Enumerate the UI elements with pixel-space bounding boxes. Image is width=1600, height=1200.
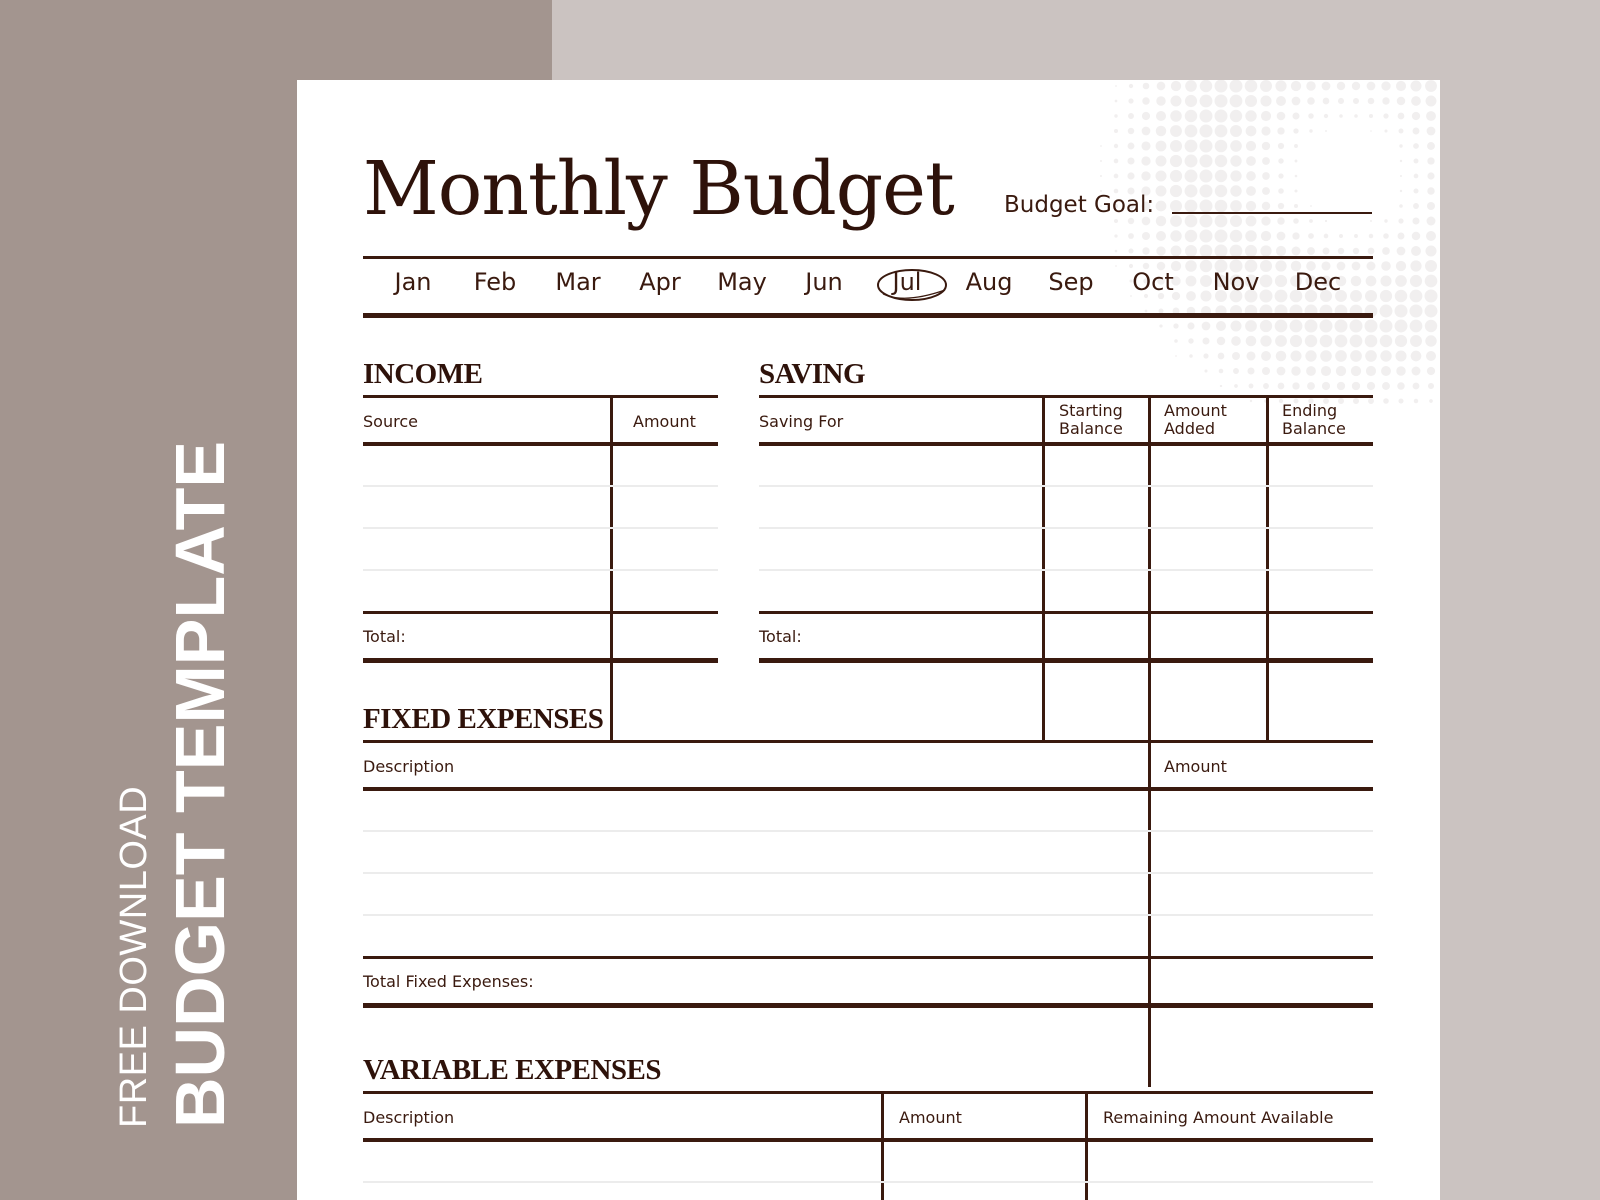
month-nov[interactable]: Nov xyxy=(1212,268,1260,296)
variable-col-description: Description xyxy=(363,1108,455,1127)
month-jun[interactable]: Jun xyxy=(805,268,843,296)
fixed-col-amount: Amount xyxy=(1164,757,1227,776)
fixed-row-line xyxy=(363,872,1373,874)
variable-col-amount: Amount xyxy=(899,1108,962,1127)
saving-header-rule xyxy=(759,442,1373,446)
promo-free-download: FREE DOWNLOAD xyxy=(113,785,155,1128)
promo-budget-template: BUDGET TEMPLATE xyxy=(161,440,239,1128)
budget-goal-label: Budget Goal: xyxy=(1004,192,1155,218)
variable-col-remaining: Remaining Amount Available xyxy=(1103,1108,1334,1127)
saving-total-rule xyxy=(759,611,1373,614)
income-total-label: Total: xyxy=(363,627,406,646)
income-bottom-rule xyxy=(363,658,718,663)
income-top-rule xyxy=(363,395,718,398)
saving-row-line xyxy=(759,485,1373,487)
income-row-line xyxy=(363,485,718,487)
variable-col-divider xyxy=(881,1092,884,1200)
variable-col-divider xyxy=(1085,1092,1088,1200)
budget-sheet xyxy=(297,80,1440,1200)
income-row-line xyxy=(363,527,718,529)
saving-title: SAVING xyxy=(759,358,866,390)
income-total-rule xyxy=(363,611,718,614)
budget-goal-field[interactable] xyxy=(1172,212,1372,214)
saving-bottom-rule xyxy=(759,658,1373,663)
month-list xyxy=(363,268,1373,308)
saving-col-saving-for: Saving For xyxy=(759,412,844,431)
fixed-bottom-rule xyxy=(363,1003,1373,1008)
variable-row-line xyxy=(363,1181,1373,1183)
month-feb[interactable]: Feb xyxy=(473,268,517,296)
income-col-source: Source xyxy=(363,412,418,431)
month-jul[interactable]: Jul xyxy=(892,268,922,296)
saving-col-ending-balance: Ending Balance xyxy=(1282,401,1346,438)
income-row-line xyxy=(363,569,718,571)
month-sep[interactable]: Sep xyxy=(1048,268,1094,296)
selected-month-circle-icon xyxy=(875,266,951,304)
saving-total-label: Total: xyxy=(759,627,802,646)
halftone-decoration xyxy=(1020,80,1440,410)
fixed-total-label: Total Fixed Expenses: xyxy=(363,972,534,991)
month-mar[interactable]: Mar xyxy=(555,268,601,296)
fixed-total-rule xyxy=(363,956,1373,959)
fixed-row-line xyxy=(363,830,1373,832)
saving-row-line xyxy=(759,569,1373,571)
month-apr[interactable]: Apr xyxy=(639,268,681,296)
month-jan[interactable]: Jan xyxy=(394,268,432,296)
month-dec[interactable]: Dec xyxy=(1294,268,1342,296)
fixed-row-line xyxy=(363,914,1373,916)
income-title: INCOME xyxy=(363,358,483,390)
variable-expenses-title: VARIABLE EXPENSES xyxy=(363,1054,661,1086)
month-oct[interactable]: Oct xyxy=(1132,268,1174,296)
fixed-top-rule xyxy=(363,740,1373,743)
saving-col-amount-added: Amount Added xyxy=(1164,401,1227,438)
fixed-expenses-title: FIXED EXPENSES xyxy=(363,703,604,735)
saving-top-rule xyxy=(759,395,1373,398)
page-title: Monthly Budget xyxy=(363,146,954,232)
variable-header-rule xyxy=(363,1138,1373,1142)
saving-row-line xyxy=(759,527,1373,529)
variable-top-rule xyxy=(363,1091,1373,1094)
month-may[interactable]: May xyxy=(717,268,767,296)
fixed-header-rule xyxy=(363,787,1373,791)
fixed-col-description: Description xyxy=(363,757,455,776)
income-header-rule xyxy=(363,442,718,446)
income-col-amount: Amount xyxy=(633,412,696,431)
saving-col-starting-balance: Starting Balance xyxy=(1059,401,1123,438)
month-aug[interactable]: Aug xyxy=(965,268,1013,296)
promo-text xyxy=(112,440,262,1128)
